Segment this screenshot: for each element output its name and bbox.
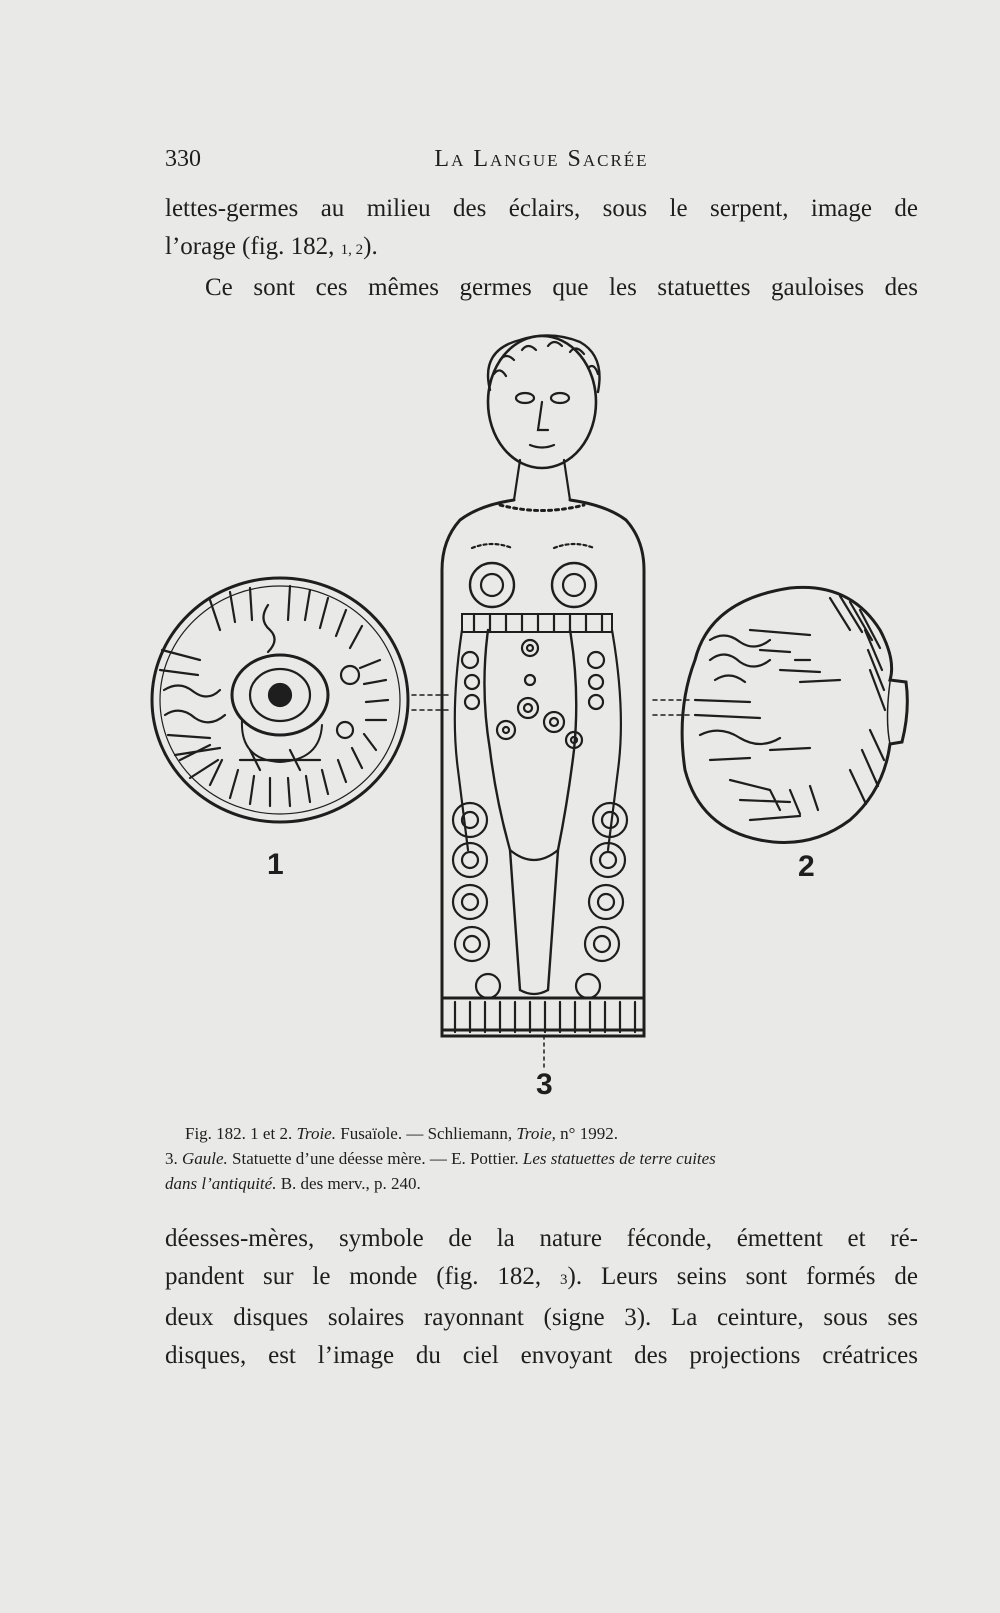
figure-caption (165, 1121, 918, 1196)
caption-line: 3. Gaule. Statuette d’une déesse mère. — E. Pottier. Les statuettes de terre cuites (165, 1149, 716, 1168)
spindle-whorl-2-illustration (682, 587, 907, 842)
text-line: Ce sont ces mêmes germes que les statuettes gauloises des (205, 274, 918, 301)
figure-illustration (150, 330, 930, 1120)
page-number: 330 (165, 146, 201, 172)
spindle-whorl-1-illustration (152, 578, 408, 822)
figure-label-3: 3 (536, 1068, 553, 1101)
text-line: déesses-mères, symbole de la nature féconde, émettent et ré- (165, 1225, 918, 1252)
text-line: lettes-germes au milieu des éclairs, sous le serpent, image de (165, 195, 918, 222)
text-line: l’orage (fig. 182, 1, 2). (165, 233, 378, 260)
figure-label-1: 1 (267, 848, 284, 881)
caption-line: Fig. 182. 1 et 2. Troie. Fusaïole. — Schliemann, Troie, n° 1992. (185, 1124, 618, 1143)
figure-182 (150, 330, 930, 1120)
running-head (165, 146, 918, 180)
text-line: deux disques solaires rayonnant (signe 3). La ceinture, sous ses (165, 1304, 918, 1331)
bottom-paragraph (165, 1220, 918, 1375)
statuette-3-illustration (442, 335, 644, 1070)
running-title: La Langue Sacrée (434, 146, 649, 172)
text-line: disques, est l’image du ciel envoyant des projections créatrices (165, 1342, 918, 1369)
caption-line: dans l’antiquité. B. des merv., p. 240. (165, 1174, 421, 1193)
figure-label-2: 2 (798, 850, 815, 883)
top-paragraph (165, 190, 918, 307)
text-line: pandent sur le monde (fig. 182, 3). Leurs seins sont formés de (165, 1263, 918, 1290)
